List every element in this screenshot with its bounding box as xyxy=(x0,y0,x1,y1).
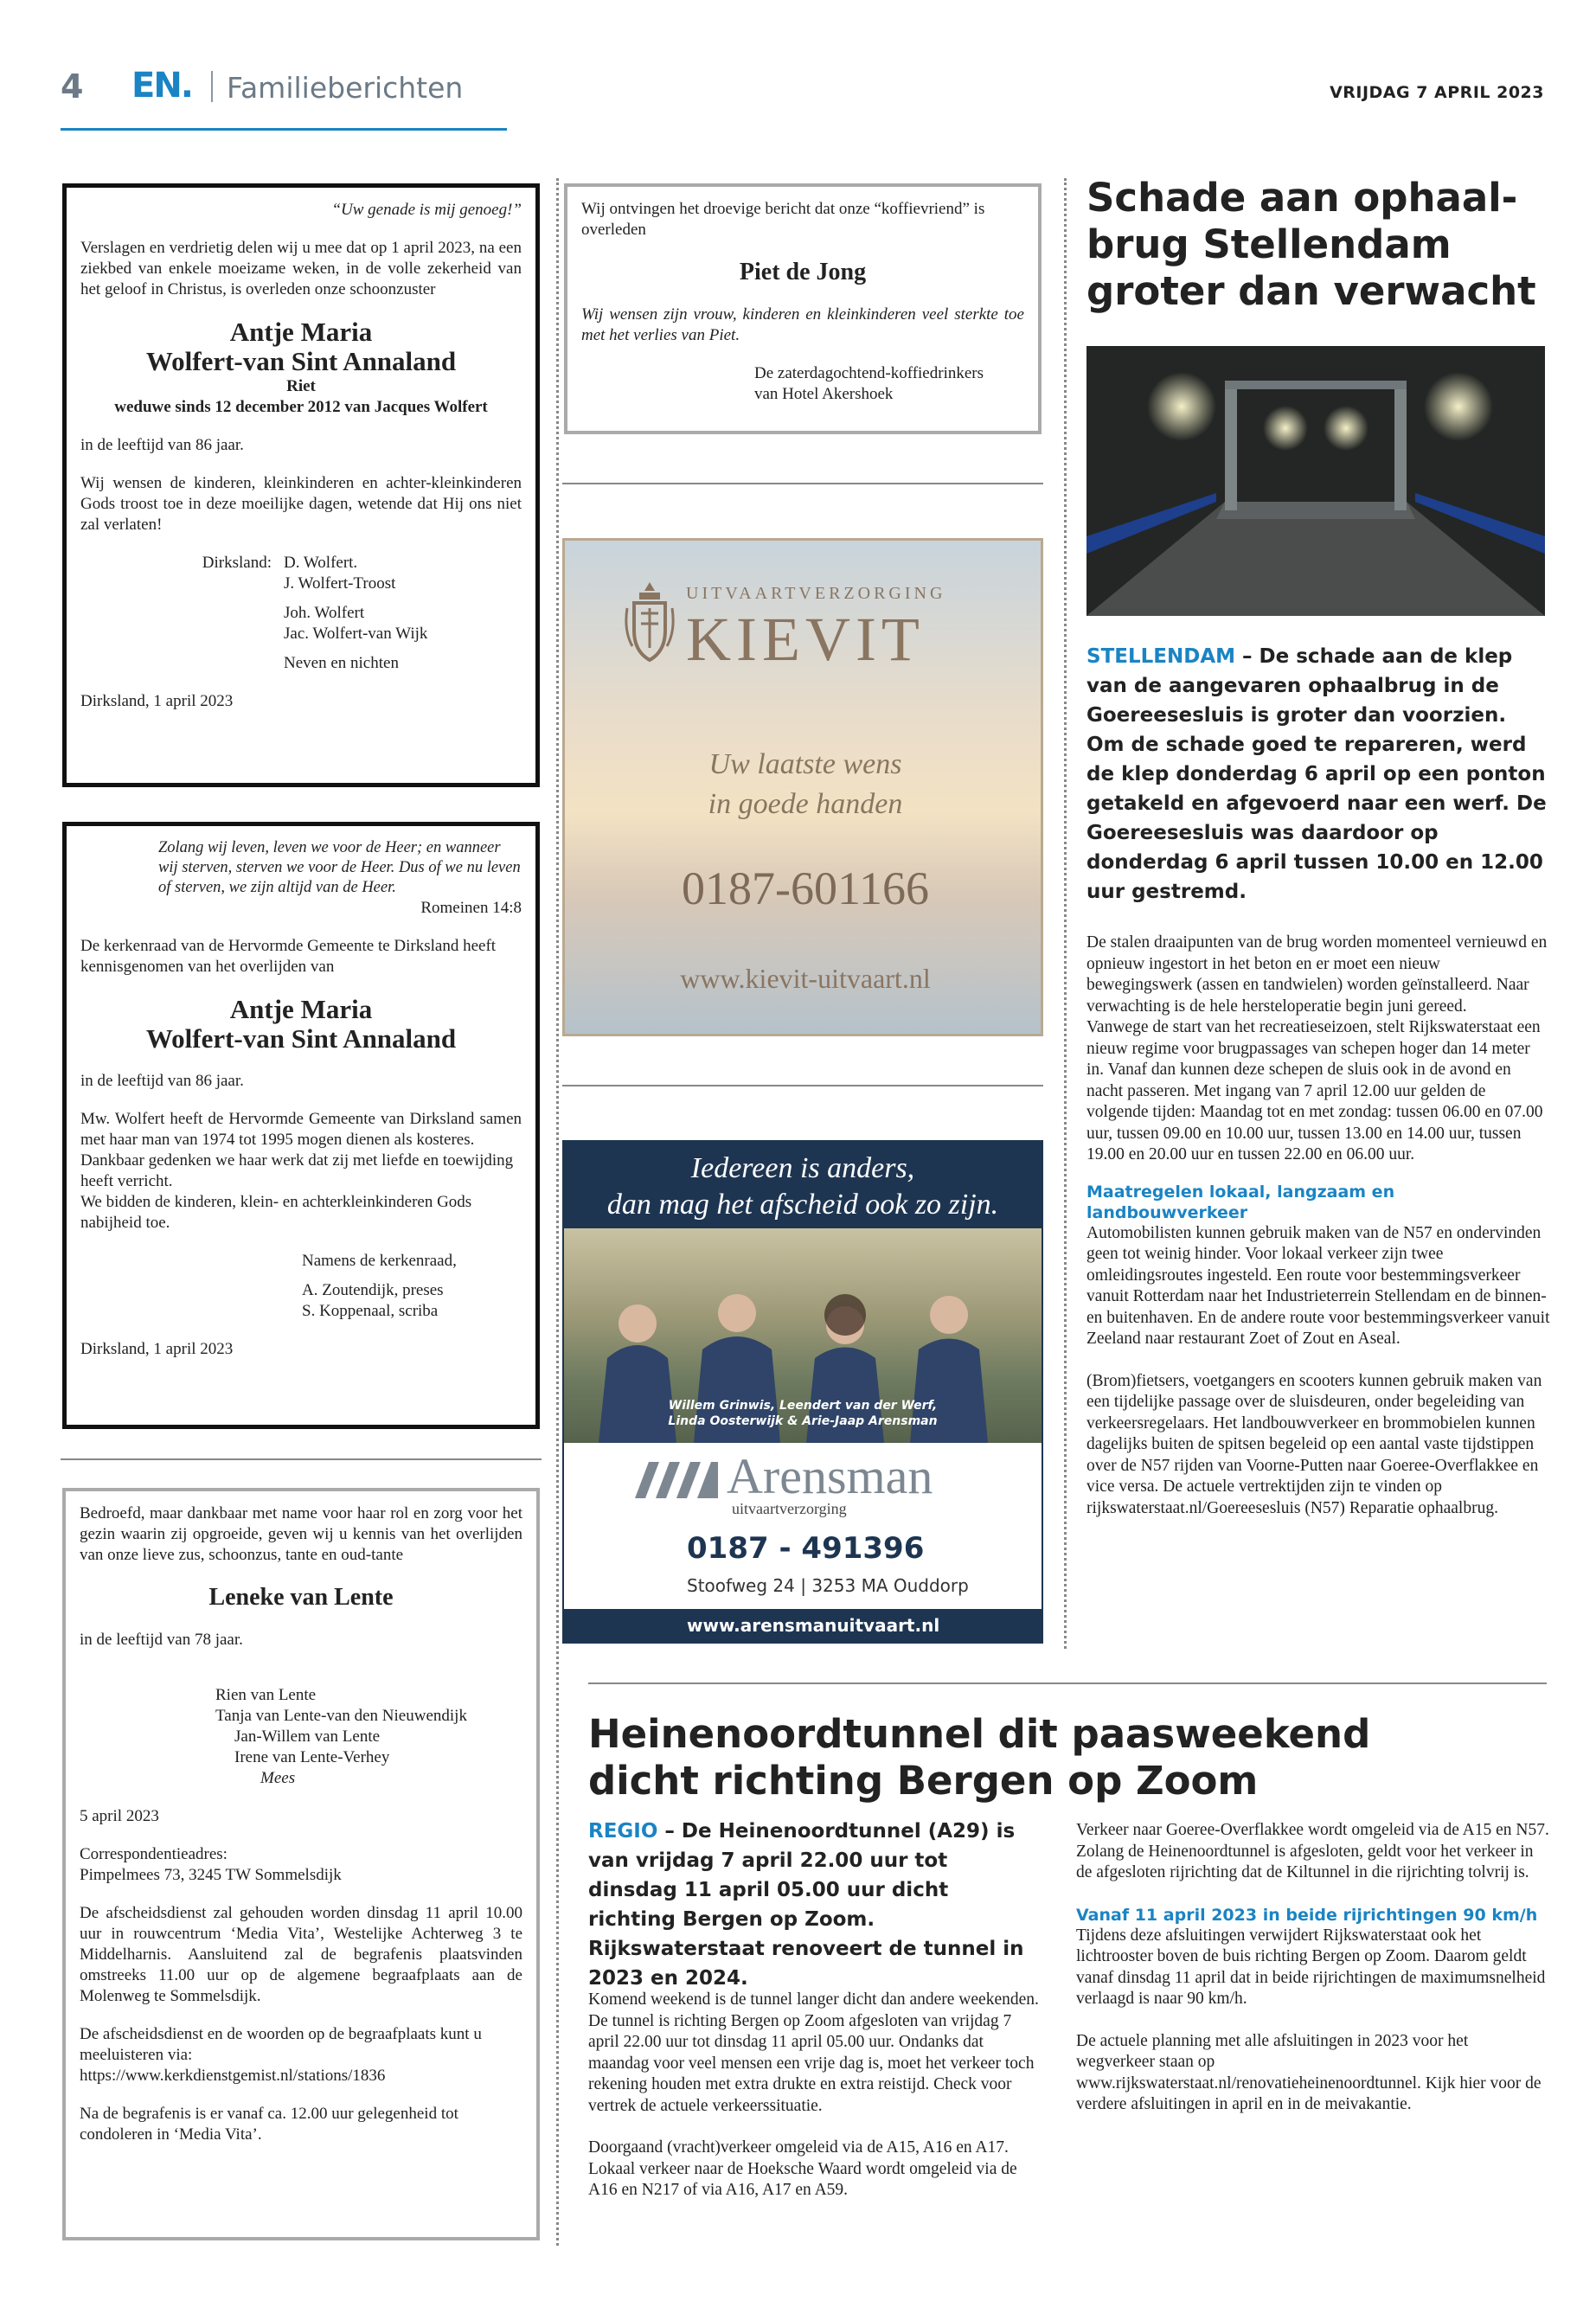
on-behalf: Namens de kerkenraad, xyxy=(302,1252,457,1270)
crest-icon xyxy=(622,579,677,665)
paragraph: De actuele planning met alle afsluitingen in 2023 voor het wegverkeer staan op www.rijkswaterstaat.nl/renovatieheinenoordtunnel. Kijk hier voor de verdere afsluitingen in april en in de meivakantie. xyxy=(1076,2031,1542,2113)
paragraph: Tijdens deze afsluitingen verwijdert Rijkswaterstaat ook het lichtrooster boven de buis richting Bergen op Zoom. Daarom geldt vanaf dinsdag 11 april dat in beide rijrichtingen de maximumsnelheid verlaagd is naar 90 km/h. xyxy=(1076,1926,1546,2008)
notice-intro: De kerkenraad van de Hervormde Gemeente te Dirksland heeft kennisgenomen van het overlijden van xyxy=(80,937,497,976)
verse-reference: Romeinen 14:8 xyxy=(420,899,522,917)
nickname: Riet xyxy=(286,377,316,395)
deceased-name-last: Wolfert-van Sint Annaland xyxy=(145,346,457,376)
bible-verse: Zolang wij leven, leven we voor de Heer; en wanneer wij sterven, sterven we voor de Heer. Dus of we nu leven of sterven, we zijn altijd van de Heer. xyxy=(158,839,521,896)
kievit-website[interactable]: www.kievit-uitvaart.nl xyxy=(680,963,931,994)
listen-info: De afscheidsdienst en de woorden op de begraafplaats kunt u meeluisteren via: xyxy=(80,2025,482,2064)
deceased-name-last: Wolfert-van Sint Annaland xyxy=(145,1023,457,1054)
ad-arensman[interactable] xyxy=(562,1140,1043,1644)
widow-line: weduwe sinds 12 december 2012 van Jacques Wolfert xyxy=(114,398,488,416)
paragraph: Zolang de Heinenoordtunnel is afgesloten, geldt voor het verkeer in de afgesloten rijrichting dat de Kiltunnel in die rijrichting tolvrij is. xyxy=(1076,1842,1534,1881)
divider xyxy=(588,1682,1547,1684)
family-member: Neven en nichten xyxy=(284,654,399,672)
age-line: in de leeftijd van 86 jaar. xyxy=(80,436,244,454)
paragraph: Verkeer naar Goeree-Overflakkee wordt omgeleid via de A15 en N57. xyxy=(1076,1821,1549,1839)
arensman-brand-sub: uitvaartverzorging xyxy=(732,1500,847,1517)
header-separator xyxy=(211,71,213,102)
headline-line: Heinenoordtunnel dit paasweekend xyxy=(588,1711,1371,1757)
deceased-name: Piet de Jong xyxy=(739,259,867,285)
notice-date: 5 april 2023 xyxy=(80,1807,159,1825)
family-member: Jac. Wolfert-van Wijk xyxy=(284,625,428,643)
stream-link[interactable]: https://www.kerkdienstgemist.nl/stations/1836 xyxy=(80,2067,386,2085)
team-caption-2: Linda Oosterwijk & Arie-Jaap Arensman xyxy=(668,1414,938,1428)
signature: van Hotel Akershoek xyxy=(754,385,894,403)
article-2-lead xyxy=(588,1817,1042,1993)
family-member: Mees xyxy=(260,1769,296,1787)
notice-text: Mw. Wolfert heeft de Hervormde Gemeente van Dirksland samen met haar man van 1974 tot 1995 mogen dienen als kosteres. xyxy=(80,1110,522,1149)
arensman-address: Stoofweg 24 | 3253 MA Ouddorp xyxy=(687,1575,969,1596)
headline-line: Schade aan ophaal- xyxy=(1086,175,1518,221)
wish-text: Wij wensen zijn vrouw, kinderen en kleinkinderen veel sterkte toe met het verlies van Piet. xyxy=(581,305,1024,344)
age-line: in de leeftijd van 86 jaar. xyxy=(80,1072,244,1090)
kievit-company-name: KIEVIT xyxy=(686,605,925,674)
notice-intro: Bedroefd, maar dankbaar met name voor haar rol en zorg voor het gezin waarin zij opgroeide, geven wij u kennis van het overlijden van onze lieve zus, schoonzus, tante en oud-tante xyxy=(80,1504,522,1564)
issue-date: VRIJDAG 7 APRIL 2023 xyxy=(1330,83,1544,102)
deceased-name-first: Antje Maria xyxy=(229,994,373,1024)
signer: S. Koppenaal, scriba xyxy=(302,1302,439,1320)
column-divider xyxy=(556,178,559,2246)
article-1-lead xyxy=(1086,642,1550,907)
headline-line: dicht richting Bergen op Zoom xyxy=(588,1758,1259,1804)
article-1-headline xyxy=(1086,175,1571,315)
kievit-phone[interactable]: 0187-601166 xyxy=(682,862,929,914)
paragraph: De stalen draaipunten van de brug worden momenteel vernieuwd en opnieuw ingestort in het beton en er moet een nieuw bewegingswerk (assen en tandwielen) worden geïnstalleerd. Naar verwachting is de hele hersteloperatie begin juni gereed. xyxy=(1086,933,1548,1016)
header-rule xyxy=(61,128,507,131)
ad-kievit[interactable] xyxy=(562,538,1043,1036)
kievit-slogan-2: in goede handen xyxy=(708,788,903,820)
address-label: Correspondentieadres: xyxy=(80,1845,228,1863)
obituary-piet-de-jong xyxy=(564,183,1042,434)
dateline: Dirksland, 1 april 2023 xyxy=(80,1340,234,1358)
paragraph: Komend weekend is de tunnel langer dicht dan andere weekenden. De tunnel is richting Bergen op Zoom afgesloten van vrijdag 7 april 22.00 uur tot dinsdag 11 april 05.00 uur. Ondanks dat maandag voor veel mensen een vrije dag is, moet het verkeer toch rekening houden met extra drukte en extra reistijd. Check voor vertrek de actuele verkeerssituatie. xyxy=(588,1990,1039,2115)
correspondence-address: Pimpelmees 73, 3245 TW Sommelsdijk xyxy=(80,1866,342,1884)
kievit-company-top: UITVAARTVERZORGING xyxy=(686,584,946,603)
headline-line: brug Stellendam xyxy=(1086,221,1452,267)
family-member: Tanja van Lente-van den Nieuwendijk xyxy=(215,1707,467,1725)
notice-text: Dankbaar gedenken we haar werk dat zij met liefde en toewijding heeft verricht. xyxy=(80,1151,514,1190)
article-1-location: STELLENDAM xyxy=(1086,645,1236,668)
place-label: Dirksland: xyxy=(202,554,272,572)
wish-text: Wij wensen de kinderen, kleinkinderen en achter-kleinkinderen Gods troost toe in deze moeilijke dagen, wetende dat Hij ons niet zal verlaten! xyxy=(80,474,522,534)
family-member: Joh. Wolfert xyxy=(284,604,365,622)
article-2-location: REGIO xyxy=(588,1820,658,1843)
deceased-name: Leneke van Lente xyxy=(208,1584,394,1611)
page-number: 4 xyxy=(61,67,84,106)
dateline: Dirksland, 1 april 2023 xyxy=(80,692,234,710)
age-line: in de leeftijd van 78 jaar. xyxy=(80,1631,243,1649)
notice-text: We bidden de kinderen, klein- en achterkleinkinderen Gods nabijheid toe. xyxy=(80,1193,472,1232)
notice-intro: Wij ontvingen het droevige bericht dat onze “koffievriend” is overleden xyxy=(581,200,985,239)
signature: De zaterdagochtend-koffiedrinkers xyxy=(754,364,984,382)
divider xyxy=(61,1458,542,1460)
column-divider xyxy=(1064,178,1067,1649)
article-2-body-col1 xyxy=(588,1990,1042,2202)
paragraph: (Brom)fietsers, voetgangers en scooters kunnen gebruik maken van een tijdelijke passage over de sluisdeuren, onder begeleiding van verkeersregelaars. Het landbouwverkeer en brommobielen kunnen dagelijks buiten de spitsen begeleid op een aantal vaste tijdstippen over de N57 rijden van Voorne-Putten naar Goeree-Overflakkee en vice versa. De actuele vertrektijden zijn te vinden op rijkswaterstaat.nl/Goereesesluis (N57) Reparatie ophaalbrug. xyxy=(1086,1371,1542,1517)
divider xyxy=(562,1085,1043,1086)
paragraph: Automobilisten kunnen gebruik maken van de N57 en ondervinden geen tot weinig hinder. Voor lokaal verkeer zijn twee omleidingsroutes ingesteld. Een route voor bestemmingsverkeer vanuit Rotterdam naar het Industrieterrein Stellendam en de binnen- en buitenhaven. En de andere route voor bestemmingsverkeer vanuit Zeeland naar restaurant Zoet of Zout en Aseal. xyxy=(1086,1223,1550,1348)
arensman-headline-2: dan mag het afscheid ook zo zijn. xyxy=(606,1189,999,1221)
article-1-subhead: Maatregelen lokaal, langzaam en landbouwverkeer xyxy=(1086,1182,1395,1222)
family-member: Jan-Willem van Lente xyxy=(234,1727,381,1746)
article-2-headline xyxy=(588,1711,1557,1804)
en-logo[interactable]: EN. xyxy=(131,66,192,106)
arensman-phone[interactable]: 0187 - 491396 xyxy=(687,1531,925,1566)
article-2-subhead: Vanaf 11 april 2023 in beide rijrichtingen 90 km/h xyxy=(1076,1905,1538,1925)
service-info: De afscheidsdienst zal gehouden worden dinsdag 11 april 10.00 uur in rouwcentrum ‘Media Vita’, Westelijke Achterweg 3 te Middelharnis. Aansluitend zal de begrafenis plaatsvinden omstreeks 11.00 uur op de algemene begraafplaats aan de Molenweg te Sommelsdijk. xyxy=(80,1904,522,2005)
section-title: Familieberichten xyxy=(227,71,464,105)
arensman-brand: Arensman xyxy=(727,1448,933,1504)
deceased-name-first: Antje Maria xyxy=(229,317,373,347)
kievit-slogan-1: Uw laatste wens xyxy=(708,748,902,780)
arensman-logo-icon xyxy=(633,1460,720,1500)
divider xyxy=(562,483,1043,484)
lead-text: – De Heinenoordtunnel (A29) is van vrijdag 7 april 22.00 uur tot dinsdag 11 april 05.00 uur dicht richting Bergen op Zoom. Rijkswaterstaat renoveert de tunnel in 2023 en 2024. xyxy=(588,1820,1024,1990)
obituary-wolfert-family xyxy=(62,183,540,787)
arensman-headline-1: Iedereen is anders, xyxy=(690,1152,915,1184)
family-member: D. Wolfert. xyxy=(284,554,358,572)
paragraph: Doorgaand (vracht)verkeer omgeleid via de A15, A16 en A17. Lokaal verkeer naar de Hoeksche Waard wordt omgeleid via de A16 en N217 of via A16, A17 en A59. xyxy=(588,2138,1017,2199)
team-caption-1: Willem Grinwis, Leendert van der Werf, xyxy=(668,1399,938,1413)
family-member: Rien van Lente xyxy=(215,1686,317,1704)
signer: A. Zoutendijk, preses xyxy=(302,1281,444,1299)
family-member: Irene van Lente-Verhey xyxy=(234,1748,390,1766)
headline-line: groter dan verwacht xyxy=(1086,268,1536,314)
quote: “Uw genade is mij genoeg!” xyxy=(331,201,522,219)
paragraph: Vanwege de start van het recreatieseizoen, stelt Rijkswaterstaat een nieuw regime voor brugpassages van schepen hoger dan 14 meter in. Vanaf dan kunnen deze schepen de sluis ook in de avond en nacht passeren. Met ingang van 7 april 12.00 uur gelden de volgende tijden: Maandag tot en met zondag: tussen 06.00 en 07.00 uur, tussen 09.00 en 10.00 uur, tussen 13.00 en 14.00 uur, tussen 19.00 en 20.00 uur en tussen 22.00 en 06.00 uur. xyxy=(1086,1018,1543,1163)
family-member: J. Wolfert-Troost xyxy=(284,574,396,593)
obituary-van-lente xyxy=(62,1488,540,2240)
arensman-website[interactable]: www.arensmanuitvaart.nl xyxy=(687,1615,940,1636)
condolence-info: Na de begrafenis is er vanaf ca. 12.00 uur gelegenheid tot condoleren in ‘Media Vita’. xyxy=(80,2105,458,2144)
article-1-body xyxy=(1086,933,1550,1519)
article-2-body-col2 xyxy=(1076,1820,1550,2116)
lead-text: – De schade aan de klep van de aangevaren ophaalbrug in de Goereesesluis is groter dan voorzien. Om de schade goed te repareren, werd de klep donderdag 6 april op een ponton getakeld en afgevoerd naar een werf. De Goereesesluis was daardoor op donderdag 6 april tussen 10.00 en 12.00 uur gestremd. xyxy=(1086,645,1547,903)
obituary-church-council xyxy=(62,822,540,1429)
notice-intro: Verslagen en verdrietig delen wij u mee dat op 1 april 2023, na een ziekbed van enkele moeizame weken, in de volle zekerheid van het geloof in Christus, is overleden onze schoonzuster xyxy=(80,239,522,298)
bridge-photo xyxy=(1086,346,1545,616)
